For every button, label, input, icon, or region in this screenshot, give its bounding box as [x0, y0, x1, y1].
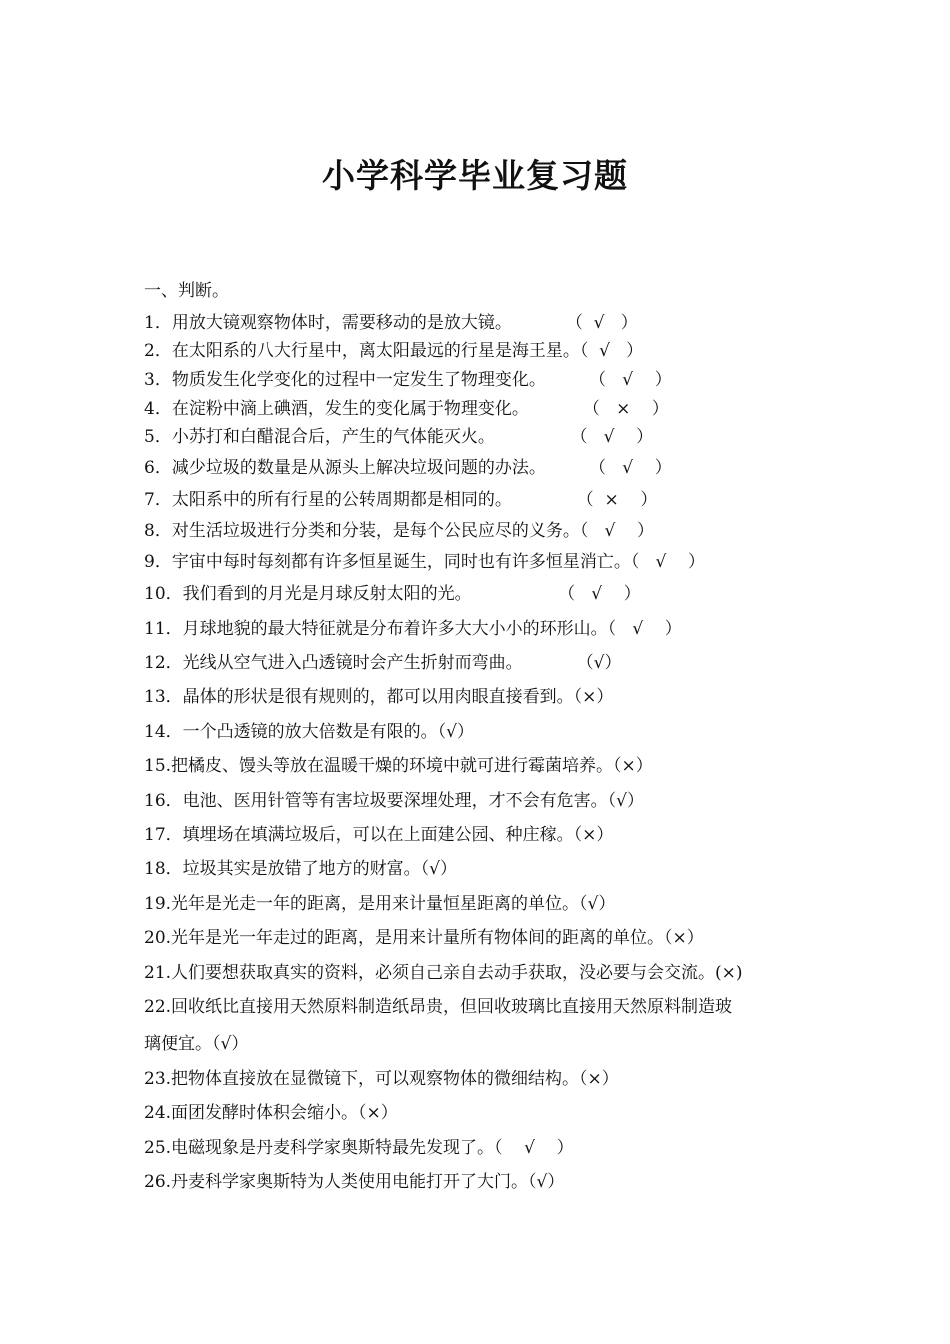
question-19: 19.光年是光走一年的距离，是用来计量恒星距离的单位。（√）: [144, 894, 616, 914]
question-5: 5．小苏打和白醋混合后，产生的气体能灭火。 （ √ ）: [144, 427, 654, 447]
question-1: 1．用放大镜观察物体时，需要移动的是放大镜。 （ √ ）: [144, 313, 638, 333]
question-13: 13．晶体的形状是很有规则的，都可以用肉眼直接看到。（×）: [144, 687, 614, 707]
question-21: 21.人们要想获取真实的资料，必须自己亲自去动手获取，没必要与会交流。(×): [144, 963, 743, 983]
document-title: 小学科学毕业复习题: [322, 156, 628, 195]
question-2: 2．在太阳系的八大行星中，离太阳最远的行星是海王星。（ √ ）: [144, 341, 644, 361]
question-20: 20.光年是光一年走过的距离，是用来计量所有物体间的距离的单位。（×）: [144, 928, 704, 948]
question-22-line-2: 璃便宜。（√）: [144, 1034, 249, 1054]
question-4: 4．在淀粉中滴上碘酒，发生的变化属于物理变化。 （ × ）: [144, 399, 669, 419]
question-8: 8．对生活垃圾进行分类和分装，是每个公民应尽的义务。（ √ ）: [144, 521, 654, 541]
question-15: 15.把橘皮、馒头等放在温暖干燥的环境中就可进行霉菌培养。（×）: [144, 756, 653, 776]
question-7: 7．太阳系中的所有行星的公转周期都是相同的。 （ × ）: [144, 490, 658, 510]
question-14: 14．一个凸透镜的放大倍数是有限的。（√）: [144, 722, 474, 742]
question-25: 25.电磁现象是丹麦科学家奥斯特最先发现了。（ √ ）: [144, 1138, 574, 1158]
question-18: 18．垃圾其实是放错了地方的财富。（√）: [144, 859, 457, 879]
question-23: 23.把物体直接放在显微镜下，可以观察物体的微细结构。（×）: [144, 1069, 619, 1089]
question-6: 6．减少垃圾的数量是从源头上解决垃圾问题的办法。 （ √ ）: [144, 458, 672, 478]
question-22-line-1: 22.回收纸比直接用天然原料制造纸昂贵，但回收玻璃比直接用天然原料制造玻: [144, 997, 733, 1017]
question-26: 26.丹麦科学家奥斯特为人类使用电能打开了大门。（√）: [144, 1172, 565, 1192]
question-3: 3．物质发生化学变化的过程中一定发生了物理变化。 （ √ ）: [144, 370, 672, 390]
question-9: 9．宇宙中每时每刻都有许多恒星诞生，同时也有许多恒星消亡。（ √ ）: [144, 552, 705, 572]
question-11: 11．月球地貌的最大特征就是分布着许多大大小小的环形山。（ √ ）: [144, 619, 682, 639]
question-10: 10．我们看到的月光是月球反射太阳的光。 （ √ ）: [144, 584, 641, 604]
question-12: 12．光线从空气进入凸透镜时会产生折射而弯曲。 （√）: [144, 653, 622, 673]
section-heading: 一、判断。: [144, 281, 229, 301]
question-24: 24.面团发酵时体积会缩小。（×）: [144, 1103, 398, 1123]
question-17: 17．填埋场在填满垃圾后，可以在上面建公园、种庄稼。（×）: [144, 825, 614, 845]
question-16: 16．电池、医用针管等有害垃圾要深埋处理，才不会有危害。（√）: [144, 791, 644, 811]
